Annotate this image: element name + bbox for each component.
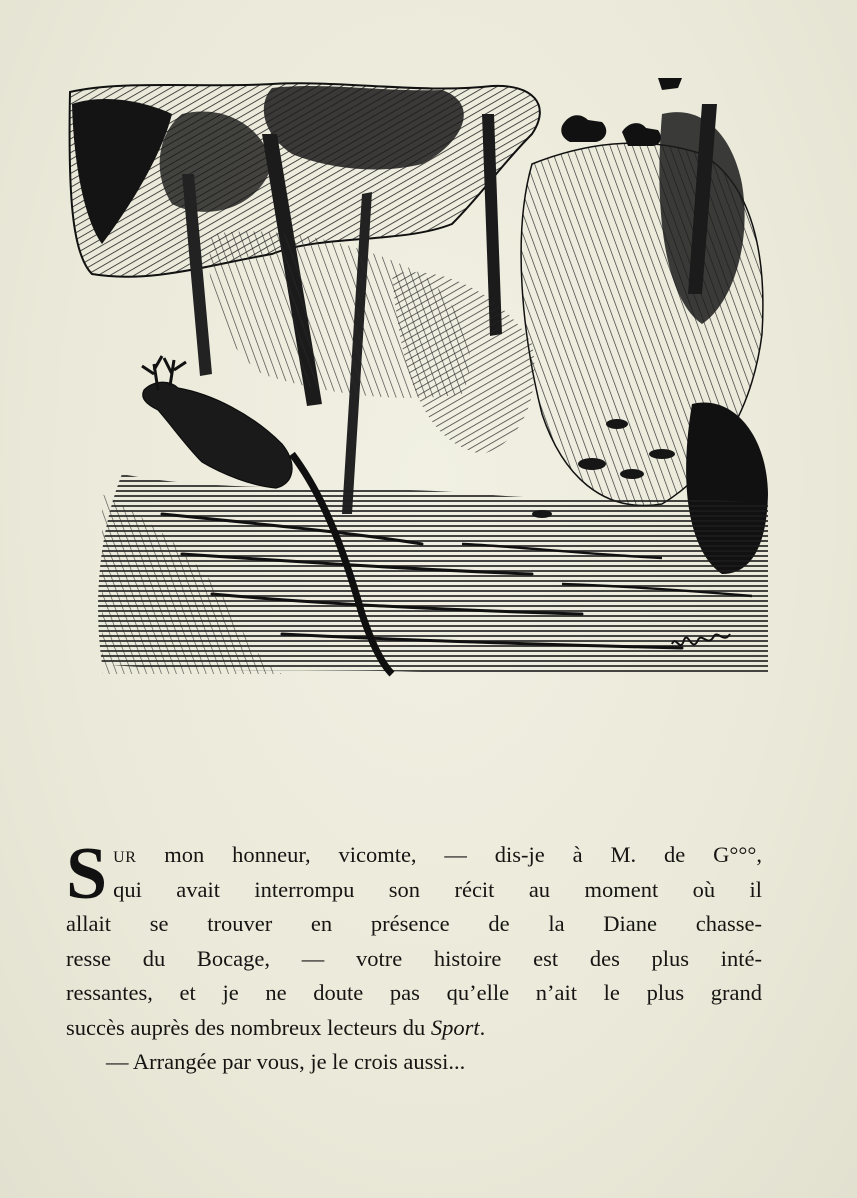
- text-line: allait se trouver en présence de la Diane chasse-: [66, 911, 762, 936]
- drop-cap: S: [66, 833, 108, 915]
- text-line: ressantes, et je ne doute pas qu’elle n’ait le plus grand: [66, 980, 762, 1005]
- line-text: mon honneur, vicomte, — dis-je à M. de G°°°,: [136, 842, 762, 867]
- paragraph-2: — Arrangée par vous, je le crois aussi...: [106, 1049, 466, 1074]
- italic-title: Sport: [430, 1014, 480, 1040]
- text-line: resse du Bocage, — votre histoire est des plus inté-: [66, 945, 762, 971]
- text-line: [66, 838, 762, 873]
- line-text: .: [479, 1014, 486, 1040]
- forest-hunt-illustration: [62, 74, 774, 686]
- smallcaps-run: ur: [113, 842, 137, 867]
- line-text: succès auprès des nombreux lecteurs du: [66, 1014, 431, 1040]
- body-text: [66, 833, 762, 1080]
- text-line: [66, 1011, 762, 1046]
- text-line: qui avait interrompu son récit au moment où il: [113, 876, 762, 902]
- paragraph-1: [66, 833, 762, 1045]
